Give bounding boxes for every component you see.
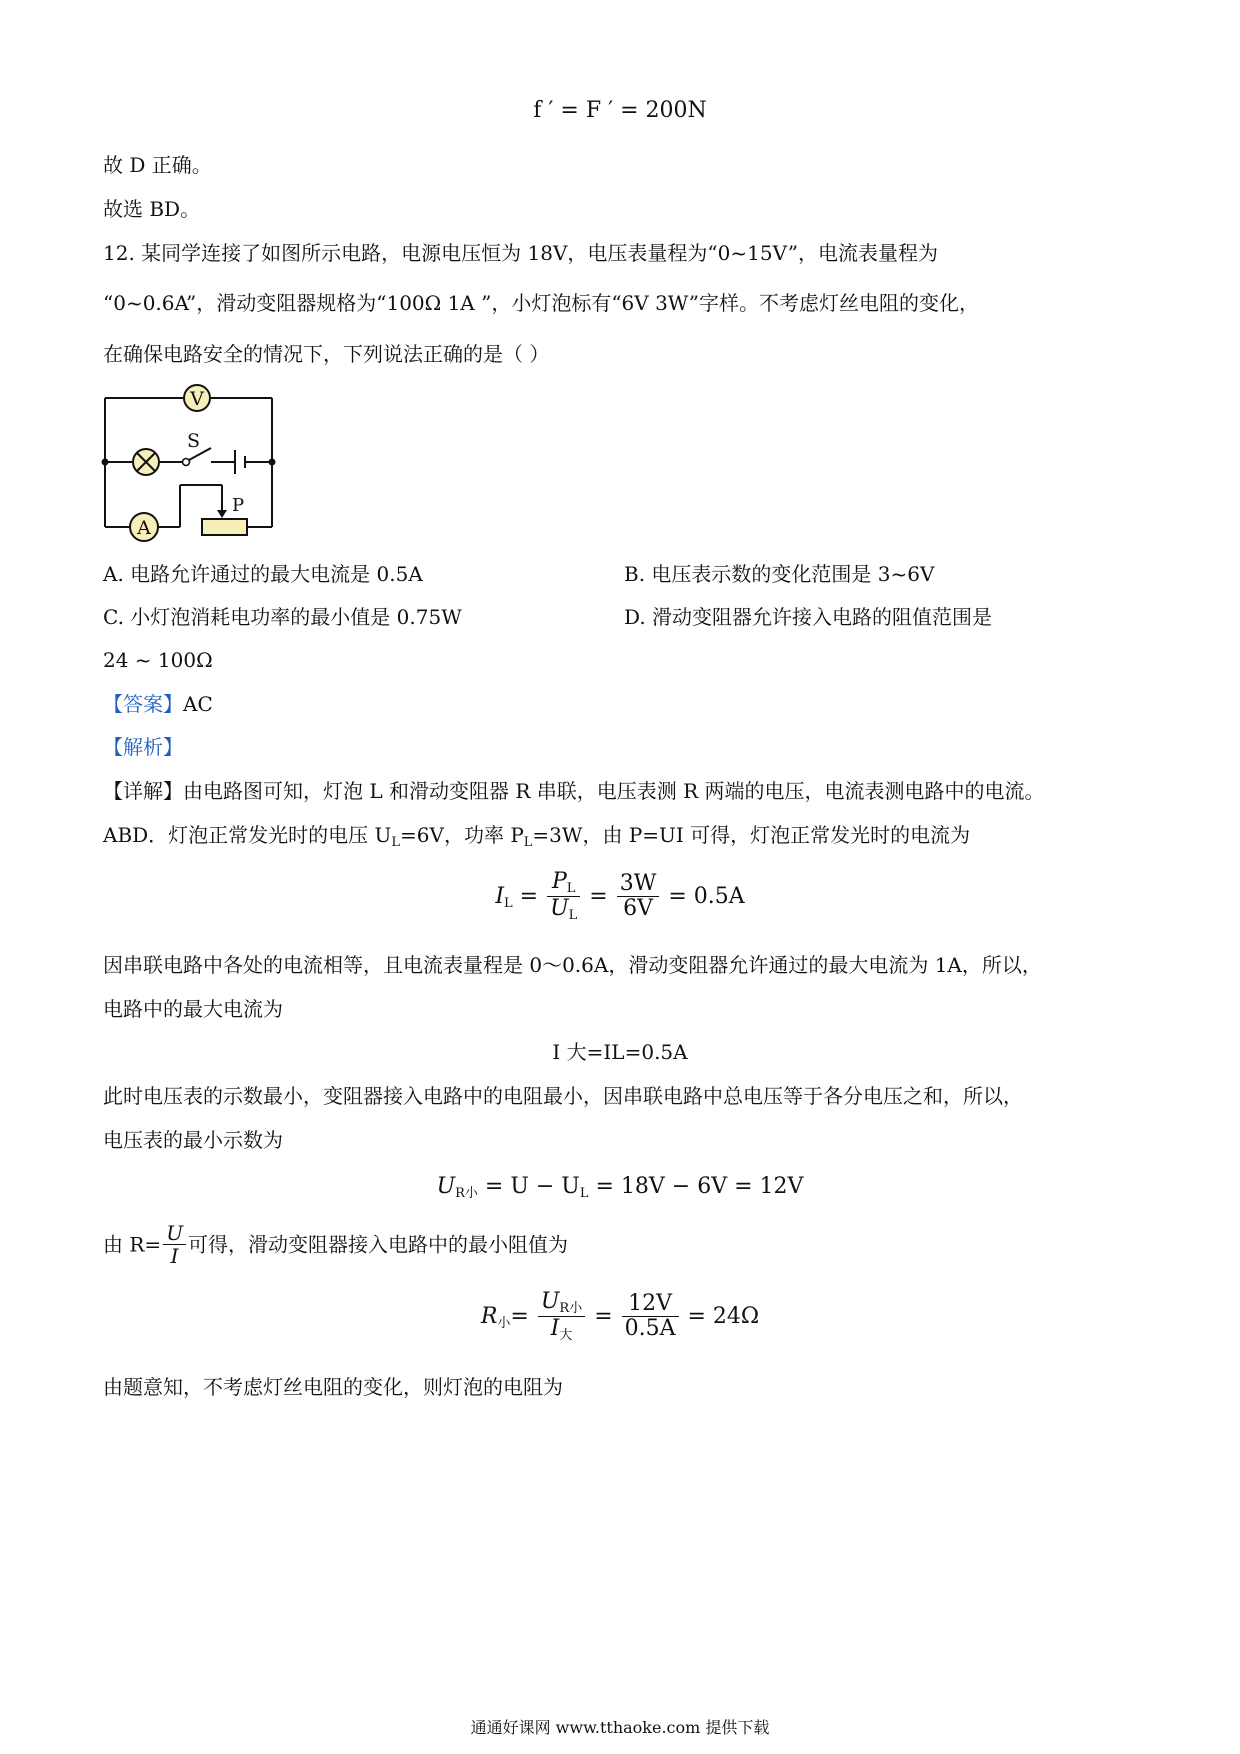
equation-current: $I_L$ = $\frac{P_L}{U_L}$ = $\frac{3W}{6V}$ = 0.5A <box>495 869 745 924</box>
option-d-range: 24 ~ 100Ω <box>103 648 213 672</box>
equation-max-current: I 大=IL=0.5A <box>552 1040 688 1064</box>
analysis-tag: 【解析】 <box>103 735 183 759</box>
equation-friction: f ′ = F ′ = 200N <box>533 98 707 123</box>
option-d: D. 滑动变阻器允许接入电路的阻值范围是 <box>624 605 993 629</box>
footer-source: 通通好课网 www.tthaoke.com 提供下载 <box>470 1718 770 1737</box>
option-b: B. 电压表示数的变化范围是 3~6V <box>624 562 935 586</box>
voltmeter-label: V <box>190 388 204 410</box>
text-d-correct: 故 D 正确。 <box>103 153 212 177</box>
lamp-icon <box>133 449 159 475</box>
equation-min-resistance: $R_小=$ $\frac{U_{R小}}{I_大}$ = $\frac{12V}{0.5A}$ = 24Ω <box>480 1289 760 1344</box>
para5: 由题意知，不考虑灯丝电阻的变化，则灯泡的电阻为 <box>103 1375 563 1399</box>
para2-line2: 电路中的最大电流为 <box>103 997 283 1021</box>
answer-tag: 【答案】 <box>103 692 183 716</box>
slider-label: P <box>232 495 245 516</box>
question-12-line2: “0~0.6A”，滑动变阻器规格为“100Ω 1A ”，小灯泡标有“6V 3W”字样。不考虑灯丝电阻的变化， <box>103 291 979 315</box>
detail-line2: ABD．灯泡正常发光时的电压 $U_L=6V$，功率 $P_L=3W$，由 P=UI 可得，灯泡正常发光时的电流为 <box>103 823 971 850</box>
question-12-line3: 在确保电路安全的情况下，下列说法正确的是（ ） <box>103 342 550 366</box>
text-choose-bd: 故选 BD。 <box>103 197 201 221</box>
para3-line1: 此时电压表的示数最小，变阻器接入电路中的电阻最小，因串联电路中总电压等于各分电压之和，所以， <box>103 1084 1023 1108</box>
ammeter-label: A <box>137 517 151 539</box>
answer-value: AC <box>183 692 213 716</box>
question-12-line1: 12. 某同学连接了如图所示电路，电源电压恒为 18V，电压表量程为“0~15V”，电流表量程为 <box>103 241 938 265</box>
circuit-diagram <box>95 380 295 555</box>
rheostat-icon <box>202 519 247 535</box>
option-c: C. 小灯泡消耗电功率的最小值是 0.75W <box>103 605 462 629</box>
answer-line <box>103 694 213 714</box>
para2-line1: 因串联电路中各处的电流相等，且电流表量程是 0～0.6A，滑动变阻器允许通过的最大电流为 1A，所以， <box>103 953 1042 977</box>
equation-min-voltage: $U_{R小} = U - U_L = 18V - 6V = 12V$ <box>436 1174 804 1201</box>
detail-line1: 【详解】由电路图可知，灯泡 L 和滑动变阻器 R 串联，电压表测 R 两端的电压，电流表测电路中的电流。 <box>103 779 1045 803</box>
para4: 由 R= $\frac{U}{I}$ 可得，滑动变阻器接入电路中的最小阻值为 <box>103 1221 569 1268</box>
para3-line2: 电压表的最小示数为 <box>103 1128 283 1152</box>
switch-label: S <box>187 430 201 452</box>
option-a: A. 电路允许通过的最大电流是 0.5A <box>103 562 423 586</box>
